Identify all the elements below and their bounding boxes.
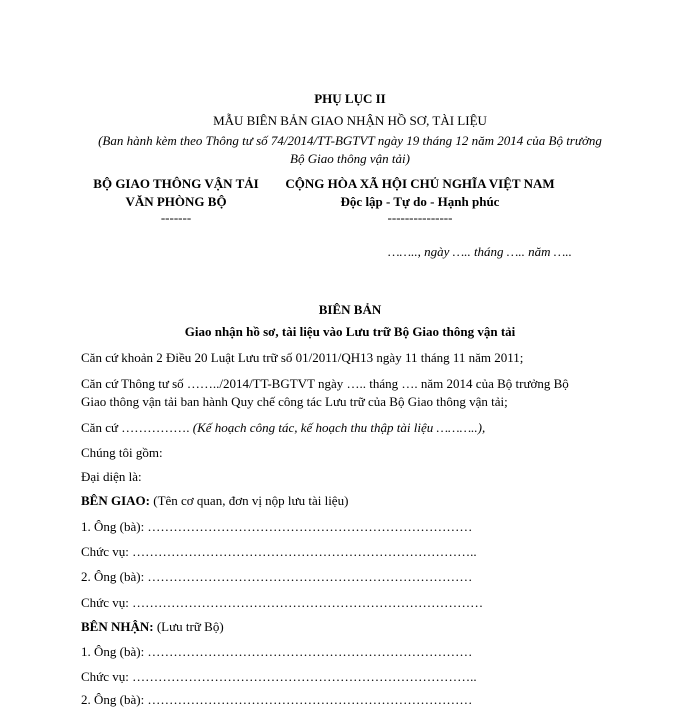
basis-line-3: [81, 420, 485, 436]
giver-heading: [81, 493, 348, 509]
document-subtitle: Giao nhận hồ sơ, tài liệu vào Lưu trữ Bộ Giao thông vận tải: [184, 324, 516, 339]
giver-position-1: Chức vụ: ……………………………………………………………………..: [81, 544, 477, 559]
representative-label: Đại diện là:: [81, 469, 142, 484]
receiver-note: (Lưu trữ Bộ): [153, 619, 224, 634]
giver-person-1: 1. Ông (bà): …………………………………………………………………: [81, 519, 473, 534]
receiver-heading: [81, 619, 224, 635]
appendix-heading: PHỤ LỤC II: [314, 91, 386, 106]
nation-name: CỘNG HÒA XÃ HỘI CHỦ NGHĨA VIỆT NAM: [285, 176, 555, 191]
right-divider: ---------------: [387, 210, 453, 225]
issuance-note-line1: (Ban hành kèm theo Thông tư số 74/2014/TT-BGTVT ngày 19 tháng 12 năm 2014 của Bộ trưởng: [98, 133, 602, 148]
basis-line-2a: Căn cứ Thông tư số ……../2014/TT-BGTVT ngày ….. tháng …. năm 2014 của Bộ trưởng Bộ: [81, 376, 569, 391]
basis-line-2b: Giao thông vận tải ban hành Quy chế công tác Lưu trữ của Bộ Giao thông vận tải;: [81, 394, 508, 409]
left-divider: -------: [160, 210, 192, 225]
giver-person-2: 2. Ông (bà): …………………………………………………………………: [81, 569, 473, 584]
giver-note: (Tên cơ quan, đơn vị nộp lưu tài liệu): [149, 493, 349, 508]
date-line: …….., ngày ….. tháng ….. năm …..: [388, 244, 572, 259]
giver-position-2: Chức vụ: ………………………………………………………………………: [81, 595, 484, 610]
document-title: BIÊN BẢN: [318, 302, 382, 317]
basis-line-1: Căn cứ khoản 2 Điều 20 Luật Lưu trữ số 01/2011/QH13 ngày 11 tháng 11 năm 2011;: [81, 350, 524, 365]
we-include: Chúng tôi gồm:: [81, 445, 163, 460]
form-title: MẪU BIÊN BẢN GIAO NHẬN HỒ SƠ, TÀI LIỆU: [213, 113, 487, 128]
giver-label: BÊN GIAO:: [81, 493, 150, 508]
issuance-note-line2: Bộ Giao thông vận tải): [290, 151, 410, 166]
motto: Độc lập - Tự do - Hạnh phúc: [340, 194, 500, 209]
office-name: VĂN PHÒNG BỘ: [125, 194, 227, 209]
receiver-label: BÊN NHẬN:: [81, 619, 154, 634]
basis-line-3-prefix: Căn cứ …………….: [81, 420, 190, 435]
ministry-name: BỘ GIAO THÔNG VẬN TẢI: [93, 176, 259, 191]
basis-line-3-note: (Kế hoạch công tác, kế hoạch thu thập tài liệu ………..),: [189, 420, 486, 435]
receiver-person-1: 1. Ông (bà): …………………………………………………………………: [81, 644, 473, 659]
receiver-position-1: Chức vụ: ……………………………………………………………………..: [81, 669, 477, 684]
receiver-person-2: 2. Ông (bà): …………………………………………………………………: [81, 692, 473, 707]
